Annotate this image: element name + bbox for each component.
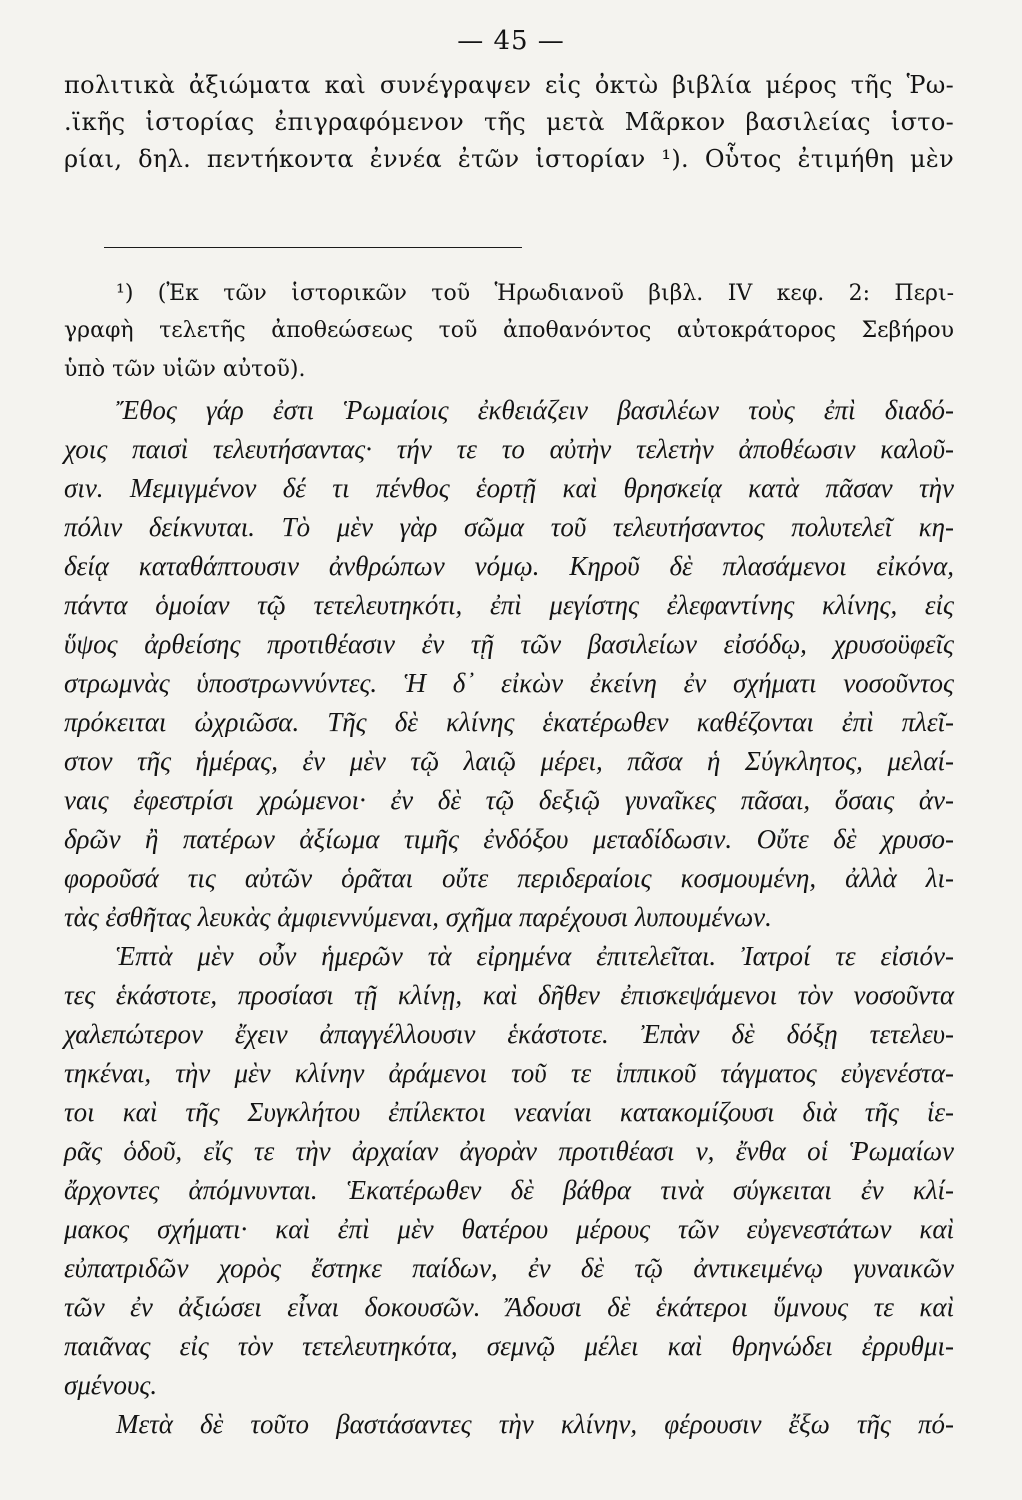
quote-line-11: ναις ἐφεστρίσι χρώμενοι· ἐν δὲ τῷ δεξιῷ γυναῖκες πᾶσαι, ὅσαις ἀν- [64, 785, 954, 815]
quote-line-13: φοροῦσά τις αὐτῶν ὁρᾶται οὔτε περιδεραίοις κοσμουμένη, ἀλλὰ λι- [64, 863, 954, 893]
quote-line-17: χαλεπώτερον ἔχειν ἀπαγγέλλουσιν ἑκάστοτε. Ἐπὰν δὲ δόξῃ τετελευ- [64, 1019, 954, 1049]
body-line-3: ρίαι, δηλ. πεντήκοντα ἐννέα ἐτῶν ἱστορίαν ¹). Οὗτος ἐτιμήθη μὲν [64, 145, 954, 173]
quote-line-2: χοις παισὶ τελευτήσαντας· τήν τε το αὐτὴν τελετὴν ἀποθέωσιν καλοῦ- [64, 434, 954, 464]
quote-line-21: ἄρχοντες ἀπόμνυνται. Ἑκατέρωθεν δὲ βάθρα τινὰ σύγκειται ἐν κλί- [64, 1175, 954, 1205]
quote-line-26: σμένους. [64, 1370, 158, 1400]
quote-line-7: ὕψος ἀρθείσης προτιθέασιν ἐν τῇ τῶν βασιλείων εἰσόδῳ, χρυσοϋφεῖς [64, 629, 954, 659]
quote-line-1: Ἔθος γάρ ἐστι Ῥωμαίοις ἐκθειάζειν βασιλέων τοὺς ἐπὶ διαδό- [116, 395, 954, 425]
body-line-1: πολιτικὰ ἀξιώματα καὶ συνέγραψεν εἰς ὀκτὼ βιβλία μέρος τῆς Ῥω- [64, 71, 954, 99]
quote-line-16: τες ἑκάστοτε, προσίασι τῇ κλίνῃ, καὶ δῆθεν ἐπισκεψάμενοι τὸν νοσοῦντα [64, 980, 954, 1010]
footnote-line-1: ¹) (Ἐκ τῶν ἱστορικῶν τοῦ Ἡρωδιανοῦ βιβλ. IV κεφ. 2: Περι- [116, 281, 954, 306]
quote-line-25: παιᾶνας εἰς τὸν τετελευτηκότα, σεμνῷ μέλει καὶ θρηνώδει ἐρρυθμι- [64, 1331, 954, 1361]
quote-line-19: τοι καὶ τῆς Συγκλήτου ἐπίλεκτοι νεανίαι κατακομίζουσι διὰ τῆς ἱε- [64, 1097, 954, 1127]
footnote-separator-rule [104, 247, 522, 248]
quote-line-3: σιν. Μεμιγμένον δέ τι πένθος ἑορτῇ καὶ θρησκείᾳ κατὰ πᾶσαν τὴν [64, 473, 954, 503]
quote-line-18: τηκέναι, τὴν μὲν κλίνην ἀράμενοι τοῦ τε ἱππικοῦ τάγματος εὐγενέστα- [64, 1058, 954, 1088]
footnote-line-3: ὑπὸ τῶν υἱῶν αὐτοῦ). [64, 357, 306, 382]
quote-line-10: στον τῆς ἡμέρας, ἐν μὲν τῷ λαιῷ μέρει, πᾶσα ἡ Σύγκλητος, μελαί- [64, 746, 954, 776]
footnote-line-2: γραφὴ τελετῆς ἀποθεώσεως τοῦ ἀποθανόντος αὐτοκράτορος Σεβήρου [64, 318, 954, 343]
quote-line-8: στρωμνὰς ὑποστρωννύντες. Ἡ δ᾽ εἰκὼν ἐκείνη ἐν σχήματι νοσοῦντος [64, 668, 954, 698]
quote-line-14: τὰς ἐσθῆτας λευκὰς ἀμφιεννύμεναι, σχῆμα παρέχουσι λυπουμένων. [64, 902, 772, 932]
quote-line-6: πάντα ὁμοίαν τῷ τετελευτηκότι, ἐπὶ μεγίστης ἐλεφαντίνης κλίνης, εἰς [64, 590, 954, 620]
page-number: — 45 — [457, 26, 565, 56]
quote-line-27: Μετὰ δὲ τοῦτο βαστάσαντες τὴν κλίνην, φέρουσιν ἔξω τῆς πό- [116, 1409, 954, 1439]
quote-line-23: εὐπατριδῶν χορὸς ἔστηκε παίδων, ἐν δὲ τῷ ἀντικειμένῳ γυναικῶν [64, 1253, 954, 1283]
quote-line-20: ρᾶς ὁδοῦ, εἴς τε τὴν ἀρχαίαν ἀγορὰν προτιθέασι ν, ἔνθα οἱ Ῥωμαίων [64, 1136, 954, 1166]
quote-line-12: δρῶν ἢ πατέρων ἀξίωμα τιμῆς ἐνδόξου μεταδίδωσιν. Οὔτε δὲ χρυσο- [64, 824, 954, 854]
quote-line-24: τῶν ἐν ἀξιώσει εἶναι δοκουσῶν. Ἄδουσι δὲ ἑκάτεροι ὕμνους τε καὶ [64, 1292, 954, 1322]
quote-line-22: μακος σχήματι· καὶ ἐπὶ μὲν θατέρου μέρους τῶν εὐγενεστάτων καὶ [64, 1214, 954, 1244]
quote-line-9: πρόκειται ὠχριῶσα. Τῆς δὲ κλίνης ἑκατέρωθεν καθέζονται ἐπὶ πλεῖ- [64, 707, 954, 737]
quote-line-15: Ἑπτὰ μὲν οὖν ἡμερῶν τὰ εἰρημένα ἐπιτελεῖται. Ἰατροί τε εἰσιόν- [116, 941, 954, 971]
quote-line-4: πόλιν δείκνυται. Τὸ μὲν γὰρ σῶμα τοῦ τελευτήσαντος πολυτελεῖ κη- [64, 512, 954, 542]
quote-line-5: δείᾳ καταθάπτουσιν ἀνθρώπων νόμῳ. Κηροῦ δὲ πλασάμενοι εἰκόνα, [64, 551, 954, 581]
body-line-2: .ϊκῆς ἱστορίας ἐπιγραφόμενον τῆς μετὰ Μᾶρκον βασιλείας ἱστο- [64, 108, 954, 136]
